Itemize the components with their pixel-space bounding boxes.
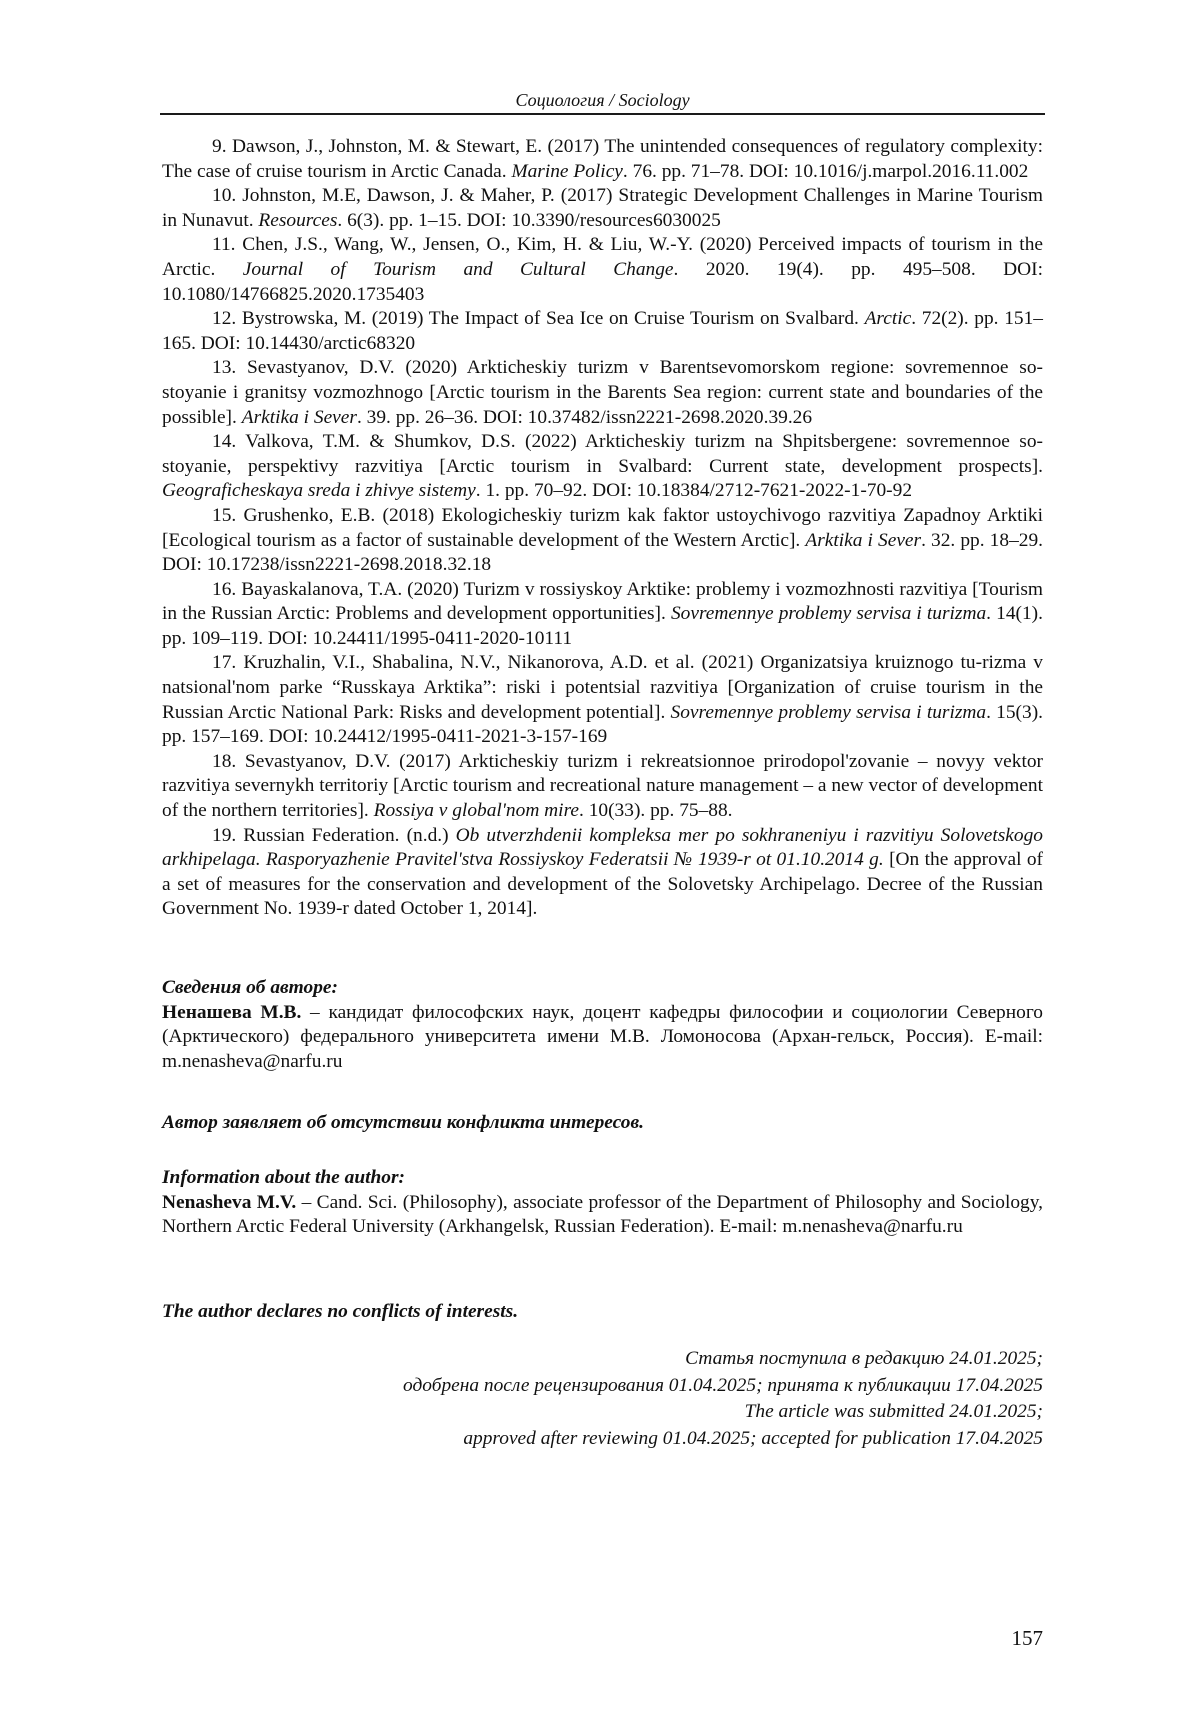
reference-source-title: Marine Policy <box>511 160 623 182</box>
reference-source-title: Arktika i Sever <box>805 529 922 551</box>
date-line-submitted-en: The article was submitted 24.01.2025; <box>744 1401 1043 1422</box>
reference-text: . 32. pp. 18–29. DOI: 10.17238/issn2221-2698.2018.32.18 <box>162 529 1043 576</box>
reference-text: 19. Russian Federation. (n.d.) <box>212 824 456 846</box>
author-details-ru: – кандидат философских наук, доцент кафедры философии и социологии Северного (Арктического) федерального университета имени М.В. Ломоносова (Архан-гельск, Россия). E-mail: m.nenasheva@narfu.ru <box>162 1001 1043 1072</box>
reference-item-15 <box>162 504 1043 578</box>
reference-item-19 <box>162 824 1043 922</box>
article-dates <box>162 1346 1043 1452</box>
author-details-en: – Cand. Sci. (Philosophy), associate professor of the Department of Philosophy and Sociology, Northern Arctic Federal University (Arkhangelsk, Russian Federation). E-mail: m.nenasheva@narfu.ru <box>162 1191 1044 1238</box>
running-head: Социология / Sociology <box>515 90 690 110</box>
reference-text: 12. Bystrowska, M. (2019) The Impact of Sea Ice on Cruise Tourism on Svalbard. <box>212 308 865 330</box>
reference-text: 9. Dawson, J., Johnston, M. & Stewart, E. (2017) The unintended consequences of regulatory complexity: The case of cruise tourism in Arctic Canada. <box>162 136 1043 182</box>
reference-text: 15. Grushenko, E.B. (2018) Ekologicheskiy turizm kak faktor ustoychivogo razvitiya Zapadnoy Arktiki [Ecological tourism as a factor of sustainable development of the Western Arctic]. <box>162 504 1043 551</box>
page-number: 157 <box>1011 1626 1043 1650</box>
author-info-ru-heading: Сведения об авторе: <box>162 977 338 998</box>
reference-text: . 39. pp. 26–36. DOI: 10.37482/issn2221-2698.2020.39.26 <box>356 406 813 428</box>
reference-item-18 <box>162 750 1043 824</box>
reference-text: . 10(33). pp. 75–88. <box>579 800 733 822</box>
reference-text: . 76. pp. 71–78. DOI: 10.1016/j.marpol.2016.11.002 <box>622 160 1029 182</box>
author-info-ru <box>162 976 1043 1074</box>
reference-source-title: Ob utverzhdenii kompleksa mer po sokhraneniyu i razvitiyu Solovetskogo arkhipelaga. Rasporyazhenie Pravitel'stva Rossiyskoy Federatsii № 1939-r ot 01.10.2014 g. <box>162 824 1043 871</box>
reference-text: . 14(1). pp. 109–119. DOI: 10.24411/1995-0411-2020-10111 <box>162 603 1043 649</box>
reference-text: 10. Johnston, M.E, Dawson, J. & Maher, P. (2017) Strategic Development Challenges in Marine Tourism in Nunavut. <box>162 185 1043 231</box>
reference-source-title: Sovremennye problemy servisa i turizma <box>670 603 987 625</box>
reference-item-10 <box>162 184 1043 233</box>
reference-source-title: Resources <box>258 209 338 231</box>
reference-source-title: Arctic <box>864 308 912 330</box>
author-info-en-body <box>162 1191 1043 1240</box>
reference-text: . 1. pp. 70–92. DOI: 10.18384/2712-7621-2022-1-70-92 <box>475 480 913 502</box>
date-line-approved-ru: одобрена после рецензирования 01.04.2025; принята к публикации 17.04.2025 <box>403 1374 1043 1396</box>
date-line-approved-en: approved after reviewing 01.04.2025; accepted for publication 17.04.2025 <box>463 1427 1043 1449</box>
reference-text: 14. Valkova, T.M. & Shumkov, D.S. (2022) Arkticheskiy turizm na Shpitsbergene: sovremennoe so-stoyanie, perspektivy razvitiya [Arctic tourism in Svalbard: Current state, development prospects]. <box>162 431 1043 477</box>
reference-text: 17. Kruzhalin, V.I., Shabalina, N.V., Nikanorova, A.D. et al. (2021) Organizatsiya kruiznogo tu-rizma v natsional'nom parke “Russkaya Arktika”: riski i potentsial razvitiya [Organization of cruise tourism in the Russian Arctic National Park: Risks and development potential]. <box>162 652 1043 723</box>
reference-text: [On the approval of a set of measures for the conservation and development of the Solovetsky Archipelago. Decree of the Russian Government No. 1939-r dated October 1, 2014]. <box>162 849 1044 920</box>
reference-item-9 <box>162 135 1043 184</box>
header-rule <box>160 113 1045 115</box>
reference-source-title: Arktika i Sever <box>241 406 357 428</box>
reference-source-title: Sovremennye problemy servisa i turizma <box>670 701 987 723</box>
reference-text: . 2020. 19(4). pp. 495–508. DOI: 10.1080/14766825.2020.1735403 <box>162 258 1043 305</box>
reference-source-title: Rossiya v global'nom mire <box>373 800 580 822</box>
reference-item-12 <box>162 307 1043 356</box>
reference-text: 18. Sevastyanov, D.V. (2017) Arkticheskiy turizm i rekreatsionnoe prirodopol'zovanie – novyy vektor razvitiya severnykh territoriy [Arctic tourism and recreational nature management – a new vector of development of the northern territories]. <box>162 750 1043 822</box>
reference-source-title: Geograficheskaya sreda i zhivye sistemy <box>162 480 476 502</box>
reference-text: 16. Bayaskalanova, T.A. (2020) Turizm v rossiyskoy Arktike: problemy i vozmozhnosti razvitiya [Tourism in the Russian Arctic: Problems and development opportunities]. <box>162 578 1043 625</box>
reference-item-13 <box>162 356 1043 430</box>
reference-text: . 72(2). pp. 151–165. DOI: 10.14430/arctic68320 <box>162 308 1043 354</box>
author-name-en: Nenasheva M.V. <box>162 1191 297 1213</box>
author-info-ru-body <box>162 1001 1043 1075</box>
author-info-en-heading: Information about the author: <box>162 1167 405 1188</box>
author-info-en <box>162 1166 1043 1240</box>
reference-text: 13. Sevastyanov, D.V. (2020) Arkticheskiy turizm v Barentsevomorskom regione: sovremennoe so-stoyanie i granitsy vozmozhnogo [Arctic tourism in the Barents Sea region: current state and boundaries of the possible]. <box>162 357 1043 428</box>
reference-list <box>162 135 1043 922</box>
reference-text: . 15(3). pp. 157–169. DOI: 10.24412/1995-0411-2021-3-157-169 <box>162 701 1043 748</box>
conflict-statement-en-block <box>162 1300 1043 1325</box>
conflict-statement-ru: Автор заявляет об отсутствии конфликта интересов. <box>162 1112 644 1133</box>
reference-item-11 <box>162 233 1043 307</box>
reference-item-17 <box>162 651 1043 749</box>
date-line-submitted-ru: Статья поступила в редакцию 24.01.2025; <box>685 1348 1043 1369</box>
reference-text: 11. Chen, J.S., Wang, W., Jensen, O., Kim, H. & Liu, W.-Y. (2020) Perceived impacts of tourism in the Arctic. <box>162 234 1043 280</box>
conflict-statement-ru-block <box>162 1111 1043 1136</box>
reference-text: . 6(3). pp. 1–15. DOI: 10.3390/resources6030025 <box>337 209 721 231</box>
reference-source-title: Journal of Tourism and Cultural Change <box>242 258 674 280</box>
reference-item-16 <box>162 578 1043 652</box>
reference-item-14 <box>162 430 1043 504</box>
author-name-ru: Ненашева М.В. <box>162 1001 302 1023</box>
conflict-statement-en: The author declares no conflicts of interests. <box>162 1301 519 1322</box>
